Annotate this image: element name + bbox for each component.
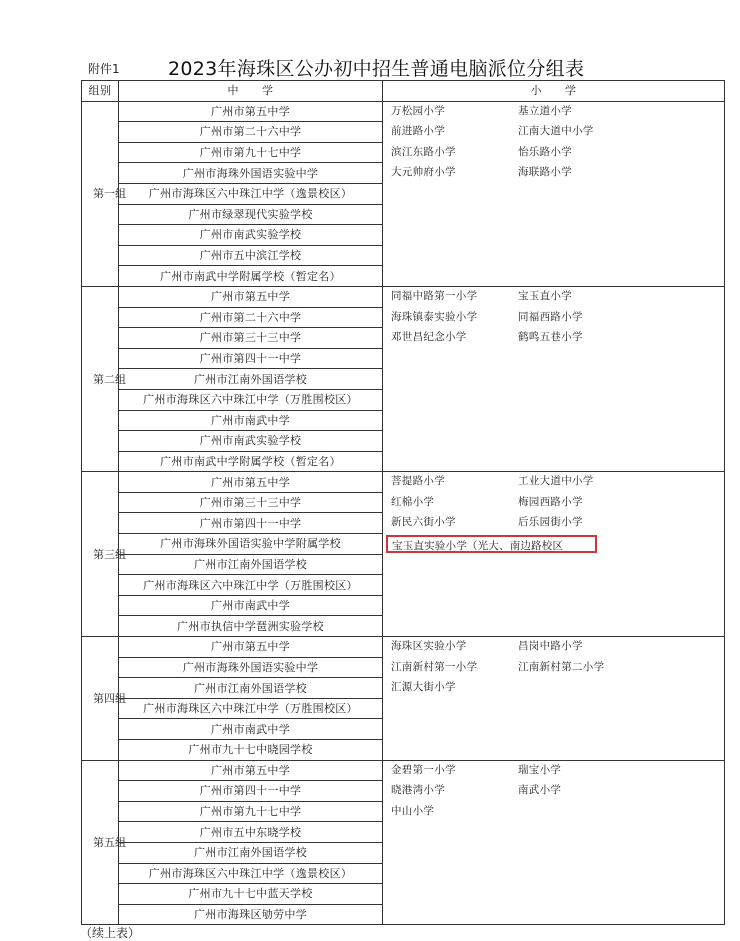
primary-school-item: 江南新村第一小学 [391, 660, 478, 673]
middle-school-cell: 广州市南武实验学校 [119, 431, 383, 452]
primary-school-item: 昌岗中路小学 [518, 640, 583, 653]
primary-school-item: 滨江东路小学 [391, 145, 456, 158]
middle-school-cell: 广州市江南外国语学校 [119, 554, 383, 575]
primary-school-item: 新民六街小学 [391, 516, 456, 529]
primary-school-item: 大元帅府小学 [391, 166, 456, 179]
middle-school-cell: 广州市第四十一中学 [119, 781, 383, 802]
primary-school-item: 海珠镇泰实验小学 [391, 310, 478, 323]
middle-school-cell: 广州市南武实验学校 [119, 225, 383, 246]
primary-school-item: 海联路小学 [518, 166, 572, 179]
highlighted-primary-school-label: 宝玉直实验小学（光大、南边路校区 [392, 540, 564, 553]
middle-school-cell: 广州市第五中学 [119, 101, 383, 122]
middle-school-cell: 广州市第五中学 [119, 760, 383, 781]
primary-school-item: 后乐园街小学 [518, 516, 583, 529]
table-header-row [82, 81, 725, 102]
middle-school-cell: 广州市海珠区六中珠江中学（万胜围校区） [119, 698, 383, 719]
group-name: 第二组 [93, 372, 126, 386]
primary-school-item: 工业大道中小学 [518, 475, 594, 488]
group-name: 第三组 [93, 547, 126, 561]
middle-school-cell: 广州市五中东晓学校 [119, 822, 383, 843]
primary-schools-cell [383, 286, 725, 471]
primary-school-item: 南武小学 [518, 784, 562, 797]
middle-school-cell: 广州市绿翠现代实验学校 [119, 204, 383, 225]
middle-school-cell: 广州市第四十一中学 [119, 348, 383, 369]
middle-school-cell: 广州市第五中学 [119, 286, 383, 307]
primary-school-item: 菩提路小学 [391, 475, 445, 488]
middle-school-cell: 广州市南武中学 [119, 595, 383, 616]
middle-school-cell: 广州市五中滨江学校 [119, 245, 383, 266]
primary-schools-cell [383, 472, 725, 637]
primary-school-item: 怡乐路小学 [518, 145, 572, 158]
highlighted-primary-school [386, 535, 597, 553]
middle-school-cell: 广州市海珠区六中珠江中学（逸景校区） [119, 183, 383, 204]
middle-school-cell: 广州市第五中学 [119, 637, 383, 658]
attachment-label: 附件1 [88, 62, 120, 76]
middle-school-cell: 广州市第二十六中学 [119, 307, 383, 328]
table-row [82, 286, 725, 307]
primary-school-item: 同福西路小学 [518, 310, 583, 323]
primary-school-item: 鹤鸣五巷小学 [518, 331, 583, 344]
group-name: 第四组 [93, 691, 126, 705]
group-label-cell [82, 286, 126, 471]
middle-school-column-header: 中 学 [119, 81, 383, 102]
middle-school-cell: 广州市海珠区劬劳中学 [119, 904, 383, 925]
middle-school-cell: 广州市海珠外国语实验中学 [119, 163, 383, 184]
group-label-cell [82, 637, 126, 761]
middle-school-cell: 广州市海珠外国语实验中学附属学校 [119, 534, 383, 555]
middle-school-cell: 广州市第四十一中学 [119, 513, 383, 534]
table-row [82, 637, 725, 658]
continued-note: （续上表） [80, 926, 141, 940]
primary-school-item: 海珠区实验小学 [391, 640, 467, 653]
primary-school-item: 万松园小学 [391, 104, 445, 117]
primary-schools-cell [383, 760, 725, 925]
primary-school-item: 中山小学 [391, 804, 435, 817]
middle-school-cell: 广州市第九十七中学 [119, 801, 383, 822]
primary-school-item: 晓港湾小学 [391, 784, 445, 797]
group-name: 第一组 [93, 187, 126, 201]
grouping-table [81, 80, 725, 925]
primary-school-item: 汇源大街小学 [391, 681, 456, 694]
primary-school-column-header: 小 学 [383, 81, 725, 102]
primary-school-item: 金碧第一小学 [391, 763, 456, 776]
middle-school-cell: 广州市南武中学 [119, 410, 383, 431]
primary-school-item: 江南新村第二小学 [518, 660, 605, 673]
primary-school-item: 梅园西路小学 [518, 495, 583, 508]
middle-school-cell: 广州市第五中学 [119, 472, 383, 493]
middle-school-cell: 广州市第九十七中学 [119, 142, 383, 163]
document-header [0, 52, 740, 82]
middle-school-cell: 广州市海珠区六中珠江中学（逸景校区） [119, 863, 383, 884]
middle-school-cell: 广州市江南外国语学校 [119, 369, 383, 390]
table-row [82, 760, 725, 781]
group-label-cell [82, 760, 126, 925]
middle-school-cell: 广州市九十七中蓝天学校 [119, 884, 383, 905]
primary-school-item: 同福中路第一小学 [391, 289, 478, 302]
middle-school-cell: 广州市执信中学琶洲实验学校 [119, 616, 383, 637]
middle-school-cell: 广州市海珠区六中珠江中学（万胜围校区） [119, 389, 383, 410]
primary-schools-cell [383, 637, 725, 761]
primary-school-item: 瑞宝小学 [518, 763, 562, 776]
middle-school-cell: 广州市第三十三中学 [119, 328, 383, 349]
primary-school-item: 宝玉直小学 [518, 289, 572, 302]
group-label-cell [82, 472, 126, 637]
primary-schools-cell [383, 101, 725, 286]
primary-school-item: 红棉小学 [391, 495, 435, 508]
primary-school-item: 前进路小学 [391, 125, 445, 138]
document-title: 2023年海珠区公办初中招生普通电脑派位分组表 [168, 58, 585, 80]
group-column-header: 组别 [82, 81, 119, 102]
primary-school-item: 基立道小学 [518, 104, 572, 117]
table-row [82, 472, 725, 493]
middle-school-cell: 广州市第二十六中学 [119, 122, 383, 143]
middle-school-cell: 广州市海珠区六中珠江中学（万胜围校区） [119, 575, 383, 596]
middle-school-cell: 广州市第三十三中学 [119, 492, 383, 513]
primary-school-item: 邓世昌纪念小学 [391, 331, 467, 344]
middle-school-cell: 广州市江南外国语学校 [119, 678, 383, 699]
middle-school-cell: 广州市南武中学附属学校（暂定名） [119, 451, 383, 472]
group-label-cell [82, 101, 126, 286]
middle-school-cell: 广州市南武中学 [119, 719, 383, 740]
middle-school-cell: 广州市海珠外国语实验中学 [119, 657, 383, 678]
middle-school-cell: 广州市南武中学附属学校（暂定名） [119, 266, 383, 287]
primary-school-item: 江南大道中小学 [518, 125, 594, 138]
middle-school-cell: 广州市江南外国语学校 [119, 842, 383, 863]
middle-school-cell: 广州市九十七中晓园学校 [119, 740, 383, 761]
table-row [82, 101, 725, 122]
group-name: 第五组 [93, 835, 126, 849]
